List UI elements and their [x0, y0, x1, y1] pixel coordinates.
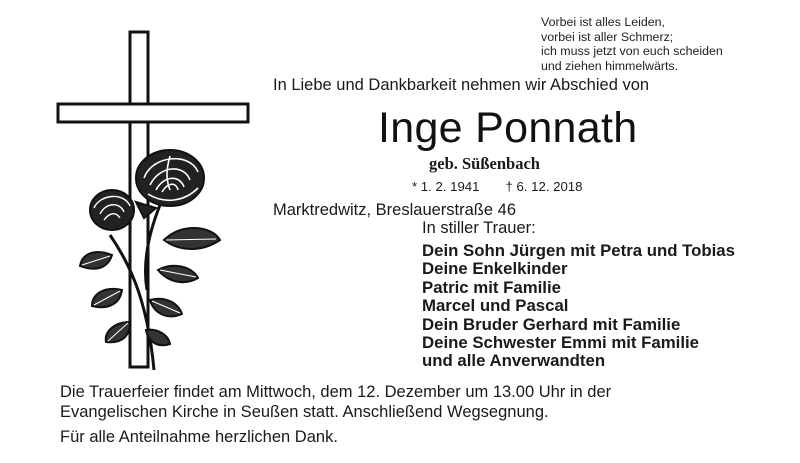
thanks-line: Für alle Anteilnahme herzlichen Dank. — [60, 428, 338, 446]
poem-line: und ziehen himmelwärts. — [541, 58, 679, 73]
poem-line: vorbei ist aller Schmerz; — [541, 29, 674, 44]
birth-date: * 1. 2. 1941 — [412, 179, 480, 194]
address-line: Marktredwitz, Breslauerstraße 46 — [273, 201, 516, 219]
service-line: Die Trauerfeier findet am Mittwoch, dem 12. Dezember um 13.00 Uhr in der — [60, 383, 612, 401]
maiden-name: geb. Süßenbach — [429, 154, 540, 173]
life-dates — [412, 179, 582, 194]
poem-verse — [541, 15, 781, 73]
mourner-line: Patric mit Familie — [422, 277, 561, 297]
mourners-label: In stiller Trauer: — [422, 219, 536, 237]
mourner-line: Deine Schwester Emmi mit Familie — [422, 333, 699, 353]
intro-text: In Liebe und Dankbarkeit nehmen wir Abschied von — [273, 76, 650, 94]
deceased-name: Inge Ponnath — [378, 104, 638, 152]
mourner-line: Marcel und Pascal — [422, 296, 569, 316]
poem-line: ich muss jetzt von euch scheiden — [541, 44, 723, 59]
poem-line: Vorbei ist alles Leiden, — [541, 15, 665, 29]
mourner-line: und alle Anverwandten — [422, 351, 606, 371]
footer-text — [60, 383, 611, 448]
mourner-line: Dein Bruder Gerhard mit Familie — [422, 314, 681, 334]
service-line: Evangelischen Kirche in Seußen statt. Anschließend Wegsegnung. — [60, 402, 549, 421]
mourner-line: Deine Enkelkinder — [422, 259, 568, 279]
death-date: † 6. 12. 2018 — [505, 179, 583, 194]
mourner-line: Dein Sohn Jürgen mit Petra und Tobias — [422, 241, 735, 260]
cross-rose-illustration — [52, 30, 252, 375]
rose-icon — [80, 150, 220, 370]
mourners-list — [422, 242, 735, 371]
